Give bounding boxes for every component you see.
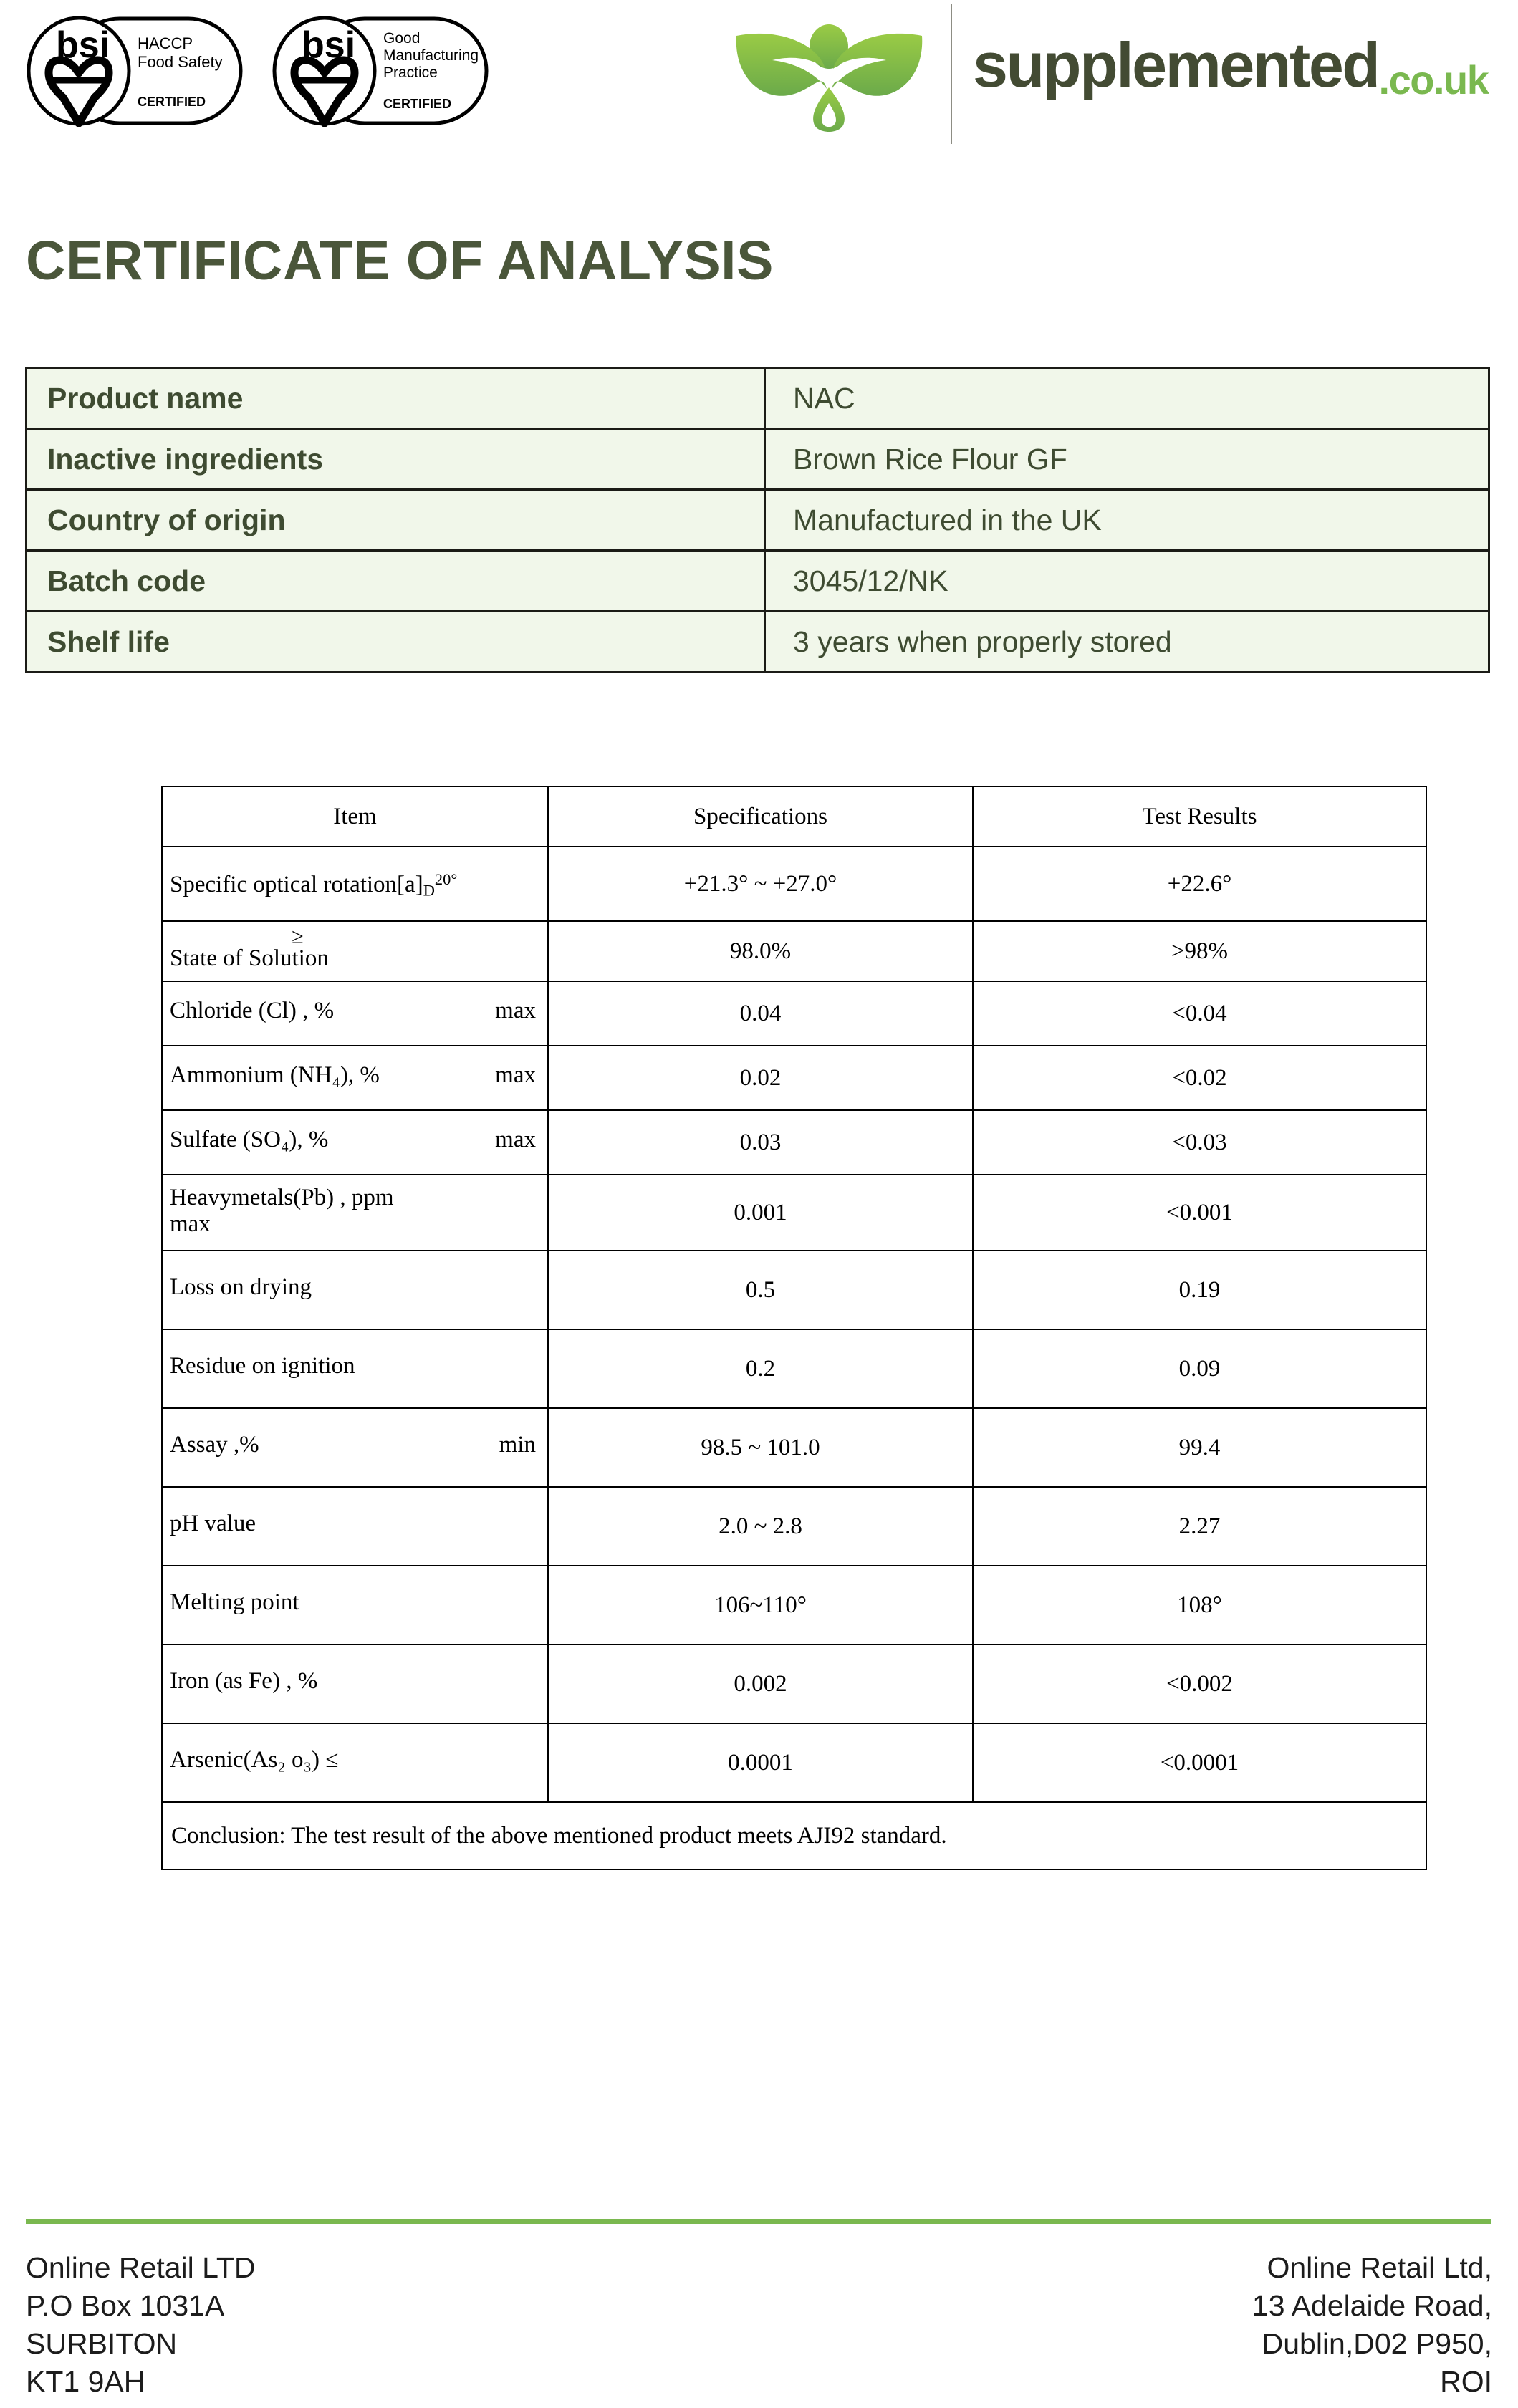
result-value: <0.03 bbox=[973, 1110, 1426, 1175]
page-title: CERTIFICATE OF ANALYSIS bbox=[26, 230, 774, 292]
svg-text:HACCP: HACCP bbox=[138, 34, 193, 52]
svg-text:Practice: Practice bbox=[383, 64, 438, 81]
result-value: 99.4 bbox=[973, 1408, 1426, 1487]
result-value: <0.001 bbox=[973, 1175, 1426, 1251]
spec-item-label bbox=[162, 921, 548, 981]
product-info-value: 3045/12/NK bbox=[765, 551, 1489, 612]
table-row bbox=[27, 368, 1489, 429]
spec-item-superscript: 20° bbox=[434, 870, 458, 889]
product-info-value: 3 years when properly stored bbox=[765, 612, 1489, 673]
product-info-value: NAC bbox=[765, 368, 1489, 429]
address-line: Dublin,D02 P950, bbox=[1262, 2327, 1492, 2360]
address-line: Online Retail Ltd, bbox=[1267, 2251, 1492, 2284]
product-info-label: Shelf life bbox=[27, 612, 765, 673]
result-value: 0.09 bbox=[973, 1329, 1426, 1408]
spec-item-main: Specific optical rotation[a] bbox=[170, 872, 423, 898]
address-line: ROI bbox=[1440, 2365, 1492, 2398]
result-value: 108° bbox=[973, 1566, 1426, 1644]
greater-equal-symbol: ≥ bbox=[292, 924, 304, 948]
conclusion-text: Conclusion: The test result of the above mentioned product meets AJI92 standard. bbox=[162, 1802, 1426, 1869]
spec-item-label: Residue on ignition bbox=[162, 1329, 548, 1408]
table-row bbox=[162, 921, 1426, 981]
spec-item-main: Chloride (Cl) , % bbox=[170, 997, 335, 1024]
footer-address-roi bbox=[1252, 2249, 1492, 2401]
spec-item-qualifier: max bbox=[170, 1211, 211, 1237]
result-value: >98% bbox=[973, 921, 1426, 981]
table-row bbox=[27, 429, 1489, 490]
product-info-label: Inactive ingredients bbox=[27, 429, 765, 490]
result-value: <0.04 bbox=[973, 981, 1426, 1046]
table-row bbox=[27, 551, 1489, 612]
product-info-label: Country of origin bbox=[27, 490, 765, 551]
address-line: P.O Box 1031A bbox=[26, 2289, 225, 2322]
spec-item-label: Loss on drying bbox=[162, 1251, 548, 1329]
column-header-test-results: Test Results bbox=[973, 786, 1426, 847]
svg-text:Food Safety: Food Safety bbox=[138, 53, 223, 71]
footer-divider bbox=[26, 2219, 1491, 2224]
address-line: Online Retail LTD bbox=[26, 2251, 256, 2284]
spec-value: 98.0% bbox=[548, 921, 973, 981]
spec-value: 2.0 ~ 2.8 bbox=[548, 1487, 973, 1566]
table-row bbox=[162, 1723, 1426, 1802]
spec-value: 0.03 bbox=[548, 1110, 973, 1175]
bsi-haccp-certification-badge bbox=[23, 14, 245, 127]
document-header bbox=[0, 0, 1518, 154]
conclusion-row bbox=[162, 1802, 1426, 1869]
spec-item-qualifier: max bbox=[495, 1126, 536, 1152]
column-header-specifications: Specifications bbox=[548, 786, 973, 847]
table-row bbox=[162, 1329, 1426, 1408]
spec-item-label bbox=[162, 1046, 548, 1110]
spec-item-label: Iron (as Fe) , % bbox=[162, 1644, 548, 1723]
product-info-label: Product name bbox=[27, 368, 765, 429]
result-value: <0.0001 bbox=[973, 1723, 1426, 1802]
result-value: 2.27 bbox=[973, 1487, 1426, 1566]
table-row bbox=[27, 490, 1489, 551]
spec-item-qualifier: max bbox=[495, 1061, 536, 1088]
spec-item-main: Assay ,% bbox=[170, 1431, 259, 1458]
bsi-gmp-certification-badge bbox=[269, 14, 491, 127]
result-value: <0.02 bbox=[973, 1046, 1426, 1110]
spec-item-label: Melting point bbox=[162, 1566, 548, 1644]
table-row bbox=[162, 1408, 1426, 1487]
svg-text:CERTIFIED: CERTIFIED bbox=[383, 97, 452, 111]
table-row bbox=[162, 1046, 1426, 1110]
svg-text:Manufacturing: Manufacturing bbox=[383, 47, 479, 64]
table-row bbox=[162, 1110, 1426, 1175]
table-row bbox=[162, 1175, 1426, 1251]
product-info-value: Manufactured in the UK bbox=[765, 490, 1489, 551]
table-row bbox=[162, 981, 1426, 1046]
spec-item-main: Sulfate (SO₄), % bbox=[170, 1126, 329, 1152]
header-divider bbox=[951, 4, 952, 144]
spec-item-label bbox=[162, 1175, 548, 1251]
svg-text:bsi: bsi bbox=[302, 24, 356, 66]
address-line: SURBITON bbox=[26, 2327, 178, 2360]
svg-text:CERTIFIED: CERTIFIED bbox=[138, 95, 206, 109]
spec-item-subscript: D bbox=[423, 881, 435, 900]
result-value: +22.6° bbox=[973, 847, 1426, 921]
address-line: 13 Adelaide Road, bbox=[1252, 2289, 1492, 2322]
spec-value: +21.3° ~ +27.0° bbox=[548, 847, 973, 921]
spec-value: 0.0001 bbox=[548, 1723, 973, 1802]
spec-value: 0.001 bbox=[548, 1175, 973, 1251]
leaf-plant-icon bbox=[731, 13, 928, 142]
address-line: KT1 9AH bbox=[26, 2365, 145, 2398]
spec-value: 98.5 ~ 101.0 bbox=[548, 1408, 973, 1487]
product-info-label: Batch code bbox=[27, 551, 765, 612]
table-row bbox=[162, 1644, 1426, 1723]
spec-item-qualifier: min bbox=[499, 1431, 536, 1458]
result-value: <0.002 bbox=[973, 1644, 1426, 1723]
spec-item-label bbox=[162, 1408, 548, 1487]
table-row bbox=[162, 1487, 1426, 1566]
column-header-item: Item bbox=[162, 786, 548, 847]
spec-value: 0.2 bbox=[548, 1329, 973, 1408]
svg-text:Good: Good bbox=[383, 30, 421, 47]
product-info-value: Brown Rice Flour GF bbox=[765, 429, 1489, 490]
table-row bbox=[162, 1251, 1426, 1329]
brand-tld: .co.uk bbox=[1378, 57, 1489, 102]
spec-value: 0.04 bbox=[548, 981, 973, 1046]
spec-table-header-row bbox=[162, 786, 1426, 847]
spec-item-main: Heavymetals(Pb) , ppm bbox=[170, 1185, 394, 1210]
spec-item-main: State of Solution bbox=[170, 945, 329, 972]
spec-value: 106~110° bbox=[548, 1566, 973, 1644]
table-row bbox=[27, 612, 1489, 673]
spec-item-main: Ammonium (NH₄), % bbox=[170, 1061, 380, 1088]
brand-name: supplemented bbox=[973, 29, 1379, 100]
specification-table bbox=[161, 786, 1427, 1870]
product-info-table bbox=[25, 367, 1490, 673]
table-row bbox=[162, 1566, 1426, 1644]
svg-text:bsi: bsi bbox=[56, 24, 110, 66]
spec-value: 0.5 bbox=[548, 1251, 973, 1329]
result-value: 0.19 bbox=[973, 1251, 1426, 1329]
spec-item-label bbox=[162, 847, 548, 921]
table-row bbox=[162, 847, 1426, 921]
spec-item-qualifier: max bbox=[495, 997, 536, 1024]
footer-address-uk bbox=[26, 2249, 256, 2401]
brand-wordmark bbox=[973, 26, 1488, 105]
spec-item-label: pH value bbox=[162, 1487, 548, 1566]
spec-item-label bbox=[162, 1110, 548, 1175]
spec-value: 0.002 bbox=[548, 1644, 973, 1723]
spec-value: 0.02 bbox=[548, 1046, 973, 1110]
spec-item-label: Arsenic(As₂ o₃) ≤ bbox=[162, 1723, 548, 1802]
spec-item-label bbox=[162, 981, 548, 1046]
